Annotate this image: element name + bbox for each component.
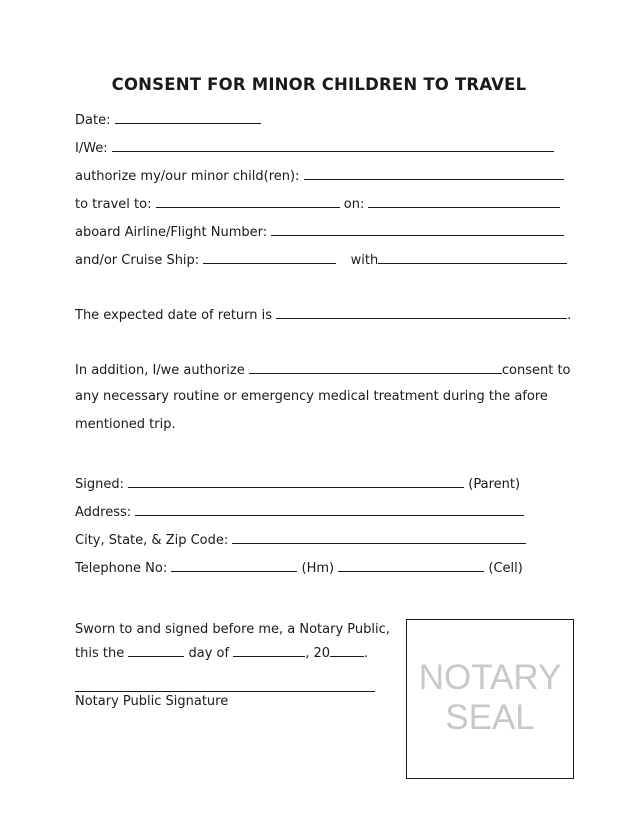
parent-signature-field[interactable] (128, 474, 464, 488)
city-field[interactable] (232, 530, 526, 544)
city-label: City, State, & Zip Code: (75, 533, 229, 548)
this-the-label: this the (75, 646, 125, 661)
city-row (75, 530, 526, 550)
day-of-label: day of (188, 646, 230, 661)
children-row (75, 166, 564, 186)
year-prefix: , 20 (305, 646, 331, 661)
cruise-row (75, 250, 567, 270)
medical-line-1 (75, 360, 571, 380)
with-field[interactable] (378, 250, 567, 264)
airline-row (75, 222, 564, 242)
return-row (75, 305, 571, 325)
iwe-field[interactable] (112, 138, 554, 152)
return-label: The expected date of return is (75, 308, 273, 323)
on-label: on: (343, 197, 365, 212)
date-row (75, 110, 261, 130)
cell-label: (Cell) (488, 561, 523, 576)
travel-to-field[interactable] (156, 194, 340, 208)
parent-label: (Parent) (468, 477, 521, 492)
notary-signature-field[interactable] (75, 691, 375, 692)
medical-consent-text: consent to (501, 363, 571, 378)
home-label: (Hm) (301, 561, 335, 576)
notary-day-field[interactable] (128, 643, 184, 657)
seal-text-seal: SEAL (445, 698, 535, 737)
signed-label: Signed: (75, 477, 124, 492)
cruise-label: and/or Cruise Ship: (75, 253, 200, 268)
telephone-row (75, 558, 523, 578)
signed-row (75, 474, 520, 494)
iwe-row (75, 138, 554, 158)
cruise-field[interactable] (203, 250, 336, 264)
date-field[interactable] (115, 110, 261, 124)
return-period: . (567, 308, 572, 323)
date-label: Date: (75, 113, 111, 128)
home-phone-field[interactable] (171, 558, 297, 572)
medical-line-2: any necessary routine or emergency medical treatment during the afore (75, 389, 548, 404)
notary-year-field[interactable] (330, 643, 364, 657)
telephone-label: Telephone No: (75, 561, 168, 576)
notary-date-row (75, 643, 368, 663)
medical-authorized-field[interactable] (249, 360, 502, 374)
seal-text-notary: NOTARY (418, 658, 562, 697)
with-label: with (350, 253, 379, 268)
address-row (75, 502, 524, 522)
airline-label: aboard Airline/Flight Number: (75, 225, 268, 240)
notary-period: . (364, 646, 369, 661)
form-title: CONSENT FOR MINOR CHILDREN TO TRAVEL (111, 75, 527, 94)
address-field[interactable] (135, 502, 524, 516)
medical-label: In addition, I/we authorize (75, 363, 245, 378)
children-field[interactable] (304, 166, 564, 180)
children-label: authorize my/our minor child(ren): (75, 169, 300, 184)
travel-to-label: to travel to: (75, 197, 152, 212)
notary-month-field[interactable] (233, 643, 305, 657)
sworn-text: Sworn to and signed before me, a Notary Public, (75, 622, 390, 637)
cell-phone-field[interactable] (338, 558, 484, 572)
airline-field[interactable] (271, 222, 564, 236)
travel-date-field[interactable] (368, 194, 560, 208)
return-date-field[interactable] (276, 305, 567, 319)
destination-row (75, 194, 560, 214)
notary-seal-box (406, 619, 574, 779)
address-label: Address: (75, 505, 132, 520)
medical-line-3: mentioned trip. (75, 417, 176, 432)
iwe-label: I/We: (75, 141, 108, 156)
notary-signature-label: Notary Public Signature (75, 694, 229, 709)
